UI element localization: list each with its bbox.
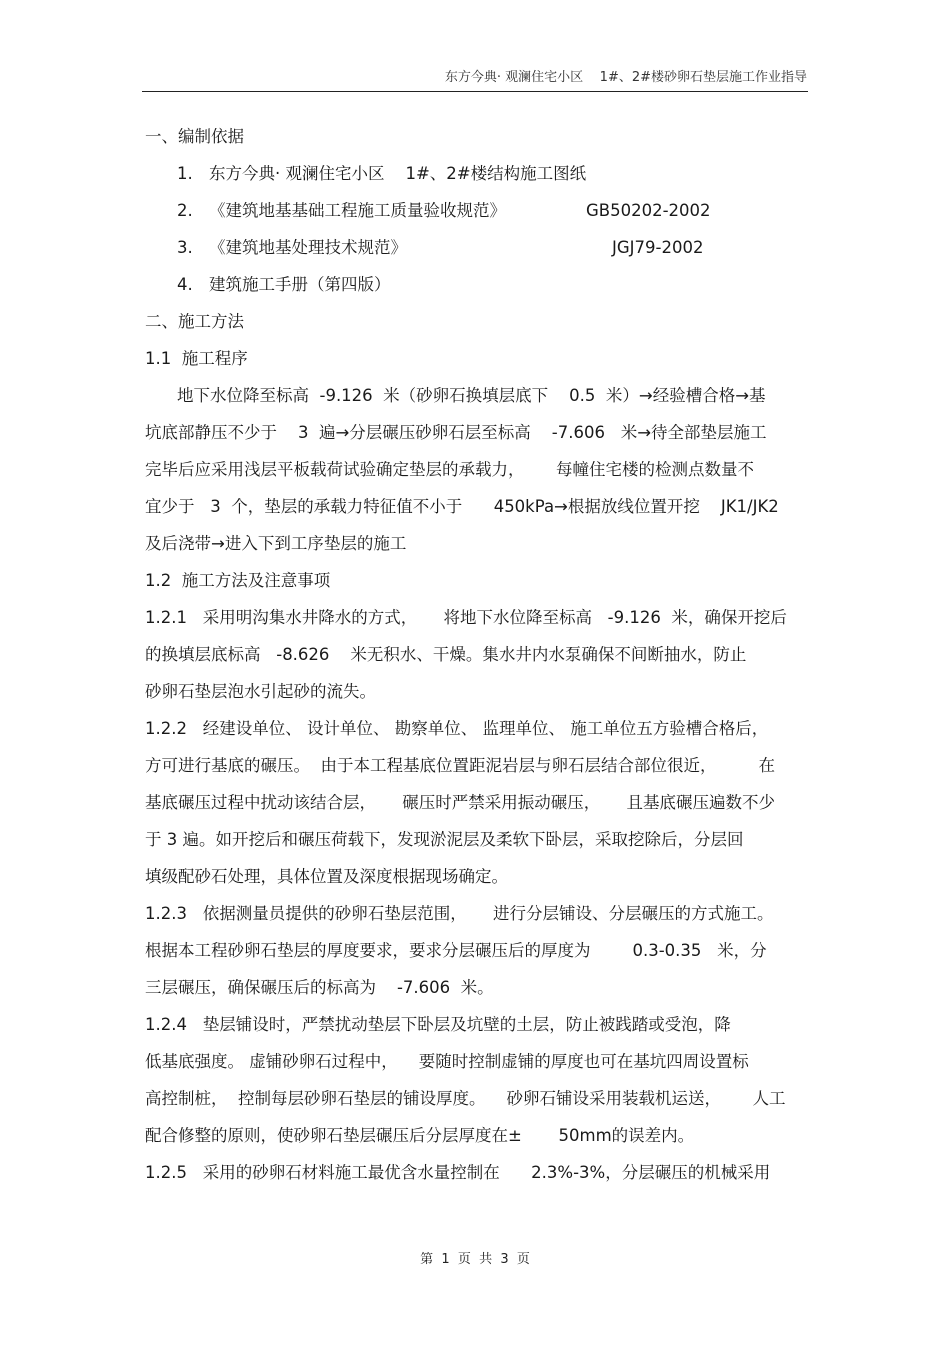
section-title-basis: 一、编制依据: [145, 127, 244, 146]
paragraph-line: 1.2.1 采用明沟集水井降水的方式， 将地下水位降至标高 -9.126 米，确保开挖后: [145, 608, 787, 627]
paragraph-line: 低基底强度。 虚铺砂卵石过程中， 要随时控制虚铺的厚度也可在基坑四周设置标: [145, 1052, 749, 1071]
subsection-title-1-1: 1.1 施工程序: [145, 349, 248, 368]
paragraph-line: 方可进行基底的碾压。 由于本工程基底位置距泥岩层与卵石层结合部位很近， 在: [145, 756, 775, 775]
page-header: 东方今典· 观澜住宅小区 1#、2#楼砂卵石垫层施工作业指导: [444, 70, 807, 85]
paragraph-line: 配合修整的原则，使砂卵石垫层碾压后分层厚度在± 50mm的误差内。: [145, 1126, 695, 1145]
paragraph-line: 砂卵石垫层泡水引起砂的流失。: [145, 682, 376, 701]
paragraph-line: 完毕后应采用浅层平板载荷试验确定垫层的承载力， 每幢住宅楼的检测点数量不: [145, 460, 754, 479]
paragraph-line: 基底碾压过程中扰动该结合层， 碾压时严禁采用振动碾压， 且基底碾压遍数不少: [145, 793, 775, 812]
paragraph-line: 地下水位降至标高 -9.126 米（砂卵石换填层底下 0.5 米）→经验槽合格→基: [177, 386, 766, 405]
paragraph-line: 的换填层底标高 -8.626 米无积水、干燥。集水井内水泵确保不间断抽水，防止: [145, 645, 747, 664]
page-footer: 第 1 页 共 3 页: [420, 1252, 530, 1267]
header-rule: [142, 91, 808, 92]
document-body: [145, 118, 810, 1191]
basis-item-4: 4. 建筑施工手册（第四版）: [177, 275, 391, 294]
basis-code-3: JGJ79-2002: [612, 238, 704, 257]
paragraph-line: 及后浇带→进入下到工序垫层的施工: [145, 534, 407, 553]
paragraph-line: 三层碾压，确保碾压后的标高为 -7.606 米。: [145, 978, 494, 997]
paragraph-line: 1.2.4 垫层铺设时，严禁扰动垫层下卧层及坑壁的土层，防止被践踏或受泡，降: [145, 1015, 731, 1034]
paragraph-line: 坑底部静压不少于 3 遍→分层碾压砂卵石层至标高 -7.606 米→待全部垫层施工: [145, 423, 767, 442]
paragraph-line: 填级配砂石处理，具体位置及深度根据现场确定。: [145, 867, 508, 886]
paragraph-line: 根据本工程砂卵石垫层的厚度要求，要求分层碾压后的厚度为 0.3-0.35 米，分: [145, 941, 767, 960]
basis-code-2: GB50202-2002: [586, 201, 711, 220]
paragraph-line: 1.2.2 经建设单位、 设计单位、 勘察单位、 监理单位、 施工单位五方验槽合格后，: [145, 719, 769, 738]
basis-item-2: 2. 《建筑地基基础工程施工质量验收规范》 GB50202-2002: [177, 201, 711, 220]
paragraph-line: 宜少于 3 个，垫层的承载力特征值不小于 450kPa→根据放线位置开挖 JK1/JK2: [145, 497, 779, 516]
paragraph-line: 高控制桩， 控制每层砂卵石垫层的铺设厚度。 砂卵石铺设采用装载机运送， 人工: [145, 1089, 786, 1108]
basis-item-3: 3. 《建筑地基处理技术规范》 JGJ79-2002: [177, 238, 704, 257]
subsection-title-1-2: 1.2 施工方法及注意事项: [145, 571, 331, 590]
paragraph-line: 于 3 遍。如开挖后和碾压荷载下，发现淤泥层及柔软下卧层，采取挖除后，分层回: [145, 830, 744, 849]
paragraph-line: 1.2.3 依据测量员提供的砂卵石垫层范围， 进行分层铺设、分层碾压的方式施工。: [145, 904, 774, 923]
paragraph-line: 1.2.5 采用的砂卵石材料施工最优含水量控制在 2.3%-3%，分层碾压的机械采用: [145, 1163, 771, 1182]
section-title-method: 二、施工方法: [145, 312, 244, 331]
basis-item-1: 1. 东方今典· 观澜住宅小区 1#、2#楼结构施工图纸: [177, 164, 587, 183]
